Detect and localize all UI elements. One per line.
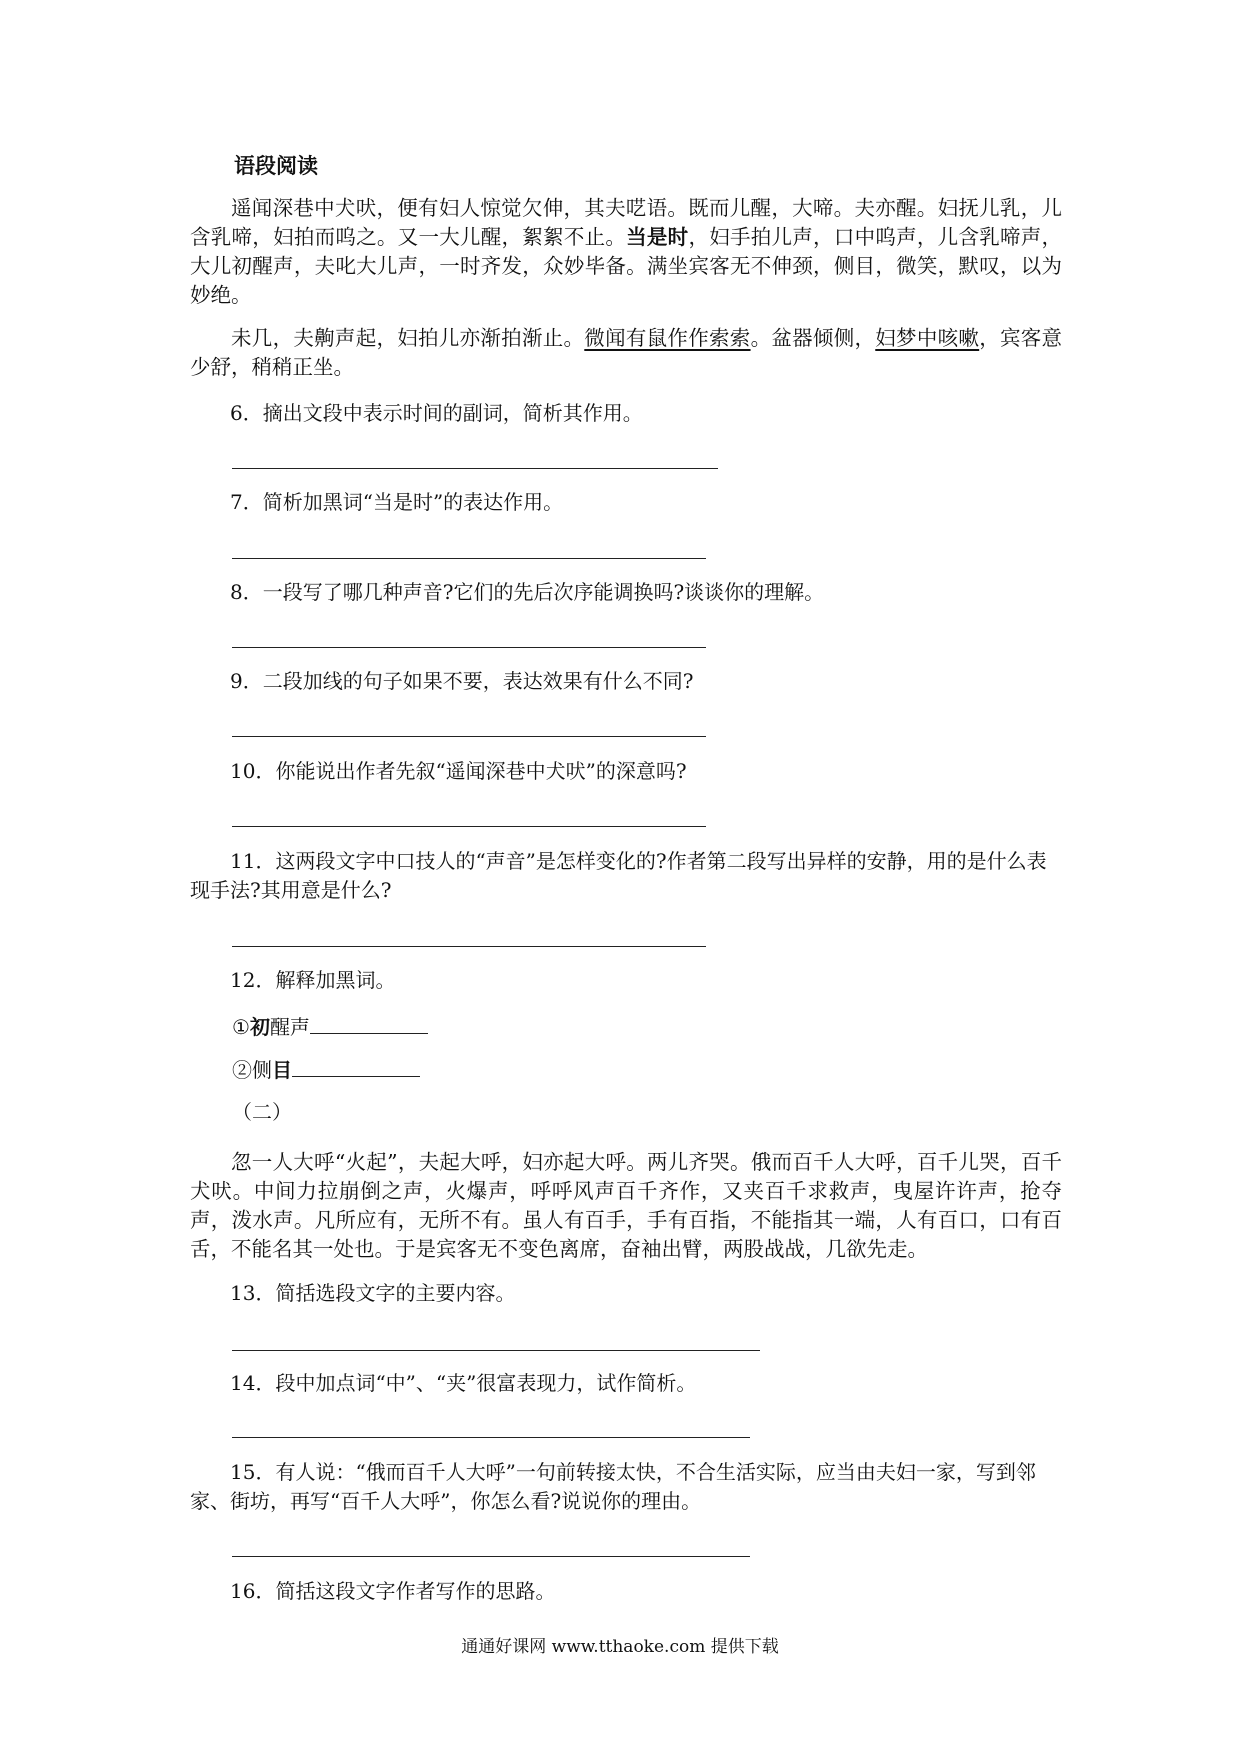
passage1-p1-text-before: 遥闻深巷中犬吠，便有妇人惊觉欠伸，其夫呓语。既而儿醒，大啼。夫亦醒。妇抚儿乳，儿含乳啼，妇拍而呜之。又一大儿醒，絮絮不止。 [190,196,1062,249]
item-2-mark: ②侧 [232,1058,272,1082]
answer-line-q10[interactable] [232,826,706,827]
question-7: 7．简析加黑词“当是时”的表达作用。 [230,490,564,514]
item-1-rest: 醒声 [269,1015,310,1039]
question-12-item-1 [232,1013,428,1042]
bold-char-mu: 目 [272,1058,292,1082]
item-1-mark: ① [232,1015,250,1039]
answer-line-q7[interactable] [232,558,706,559]
question-10: 10．你能说出作者先叙“遥闻深巷中犬吠”的深意吗? [230,759,687,783]
answer-line-q9[interactable] [232,736,706,737]
question-6: 6．摘出文段中表示时间的副词，简析其作用。 [230,401,643,425]
passage1-p2-text-c: ，宾客意少舒，稍稍正坐。 [190,326,1063,379]
answer-line-q6[interactable] [232,468,718,469]
passage2-paragraph: 忽一人大呼“火起”，夫起大呼，妇亦起大呼。两儿齐哭。俄而百千人大呼，百千儿哭，百千犬吠。中间力拉崩倒之声，火爆声，呼呼风声百千齐作，又夹百千求救声，曳屋许许声，抢夺声，泼水声。凡所应有，无所不有。虽人有百手，手有百指，不能指其一端，人有百口，口有百舌，不能名其一处也。于是宾客无不变色离席，奋袖出臂，两股战战，几欲先走。 [190,1150,1062,1261]
answer-line-q8[interactable] [232,647,706,648]
passage1-p1-text-after: ，妇手拍儿声，口中呜声，儿含乳啼声，大儿初醒声，夫叱大儿声，一时齐发，众妙毕备。满坐宾客无不伸颈，侧目，微笑，默叹，以为妙绝。 [190,225,1063,307]
question-9: 9．二段加线的句子如果不要，表达效果有什么不同? [230,669,694,693]
page-footer: 通通好课网 www.tthaoke.com 提供下载 [461,1637,779,1657]
question-12: 12．解释加黑词。 [230,968,396,992]
question-16: 16．简括这段文字作者写作的思路。 [230,1579,556,1603]
bold-term-dangshishi: 当是时 [626,225,689,249]
bold-char-chu: 初 [249,1015,270,1039]
question-11: 11．这两段文字中口技人的“声音”是怎样变化的?作者第二段写出异样的安静，用的是什么表现手法?其用意是什么? [190,849,1047,902]
passage1-paragraph2 [190,324,1062,382]
question-14: 14．段中加点词“中”、“夹”很富表现力，试作简析。 [230,1371,697,1395]
question-8: 8．一段写了哪几种声音?它们的先后次序能调换吗?谈谈你的理解。 [230,580,825,604]
underlined-sentence-1: 微闻有鼠作作索索 [584,326,751,350]
section-2-marker: （二） [232,1100,292,1124]
question-12-item-2 [232,1056,420,1085]
question-13: 13．简括选段文字的主要内容。 [230,1281,516,1305]
passage1-p2-text-a: 未几，夫齁声起，妇拍儿亦渐拍渐止。 [231,326,585,350]
answer-line-q11[interactable] [232,946,706,947]
passage1-paragraph1 [190,194,1062,310]
blank-q12-1[interactable] [310,1013,428,1034]
passage1-p2-text-b: 。盆器倾侧， [750,326,876,350]
answer-line-q14[interactable] [232,1437,750,1438]
answer-line-q13[interactable] [232,1350,760,1351]
underlined-sentence-2: 妇梦中咳嗽 [875,326,980,350]
question-15: 15．有人说：“俄而百千人大呼”一句前转接太快，不合生活实际，应当由夫妇一家，写到邻家、街坊，再写“百千人大呼”，你怎么看?说说你的理由。 [190,1460,1036,1513]
answer-line-q15[interactable] [232,1556,750,1557]
section-title: 语段阅读 [234,154,318,178]
blank-q12-2[interactable] [292,1056,420,1077]
